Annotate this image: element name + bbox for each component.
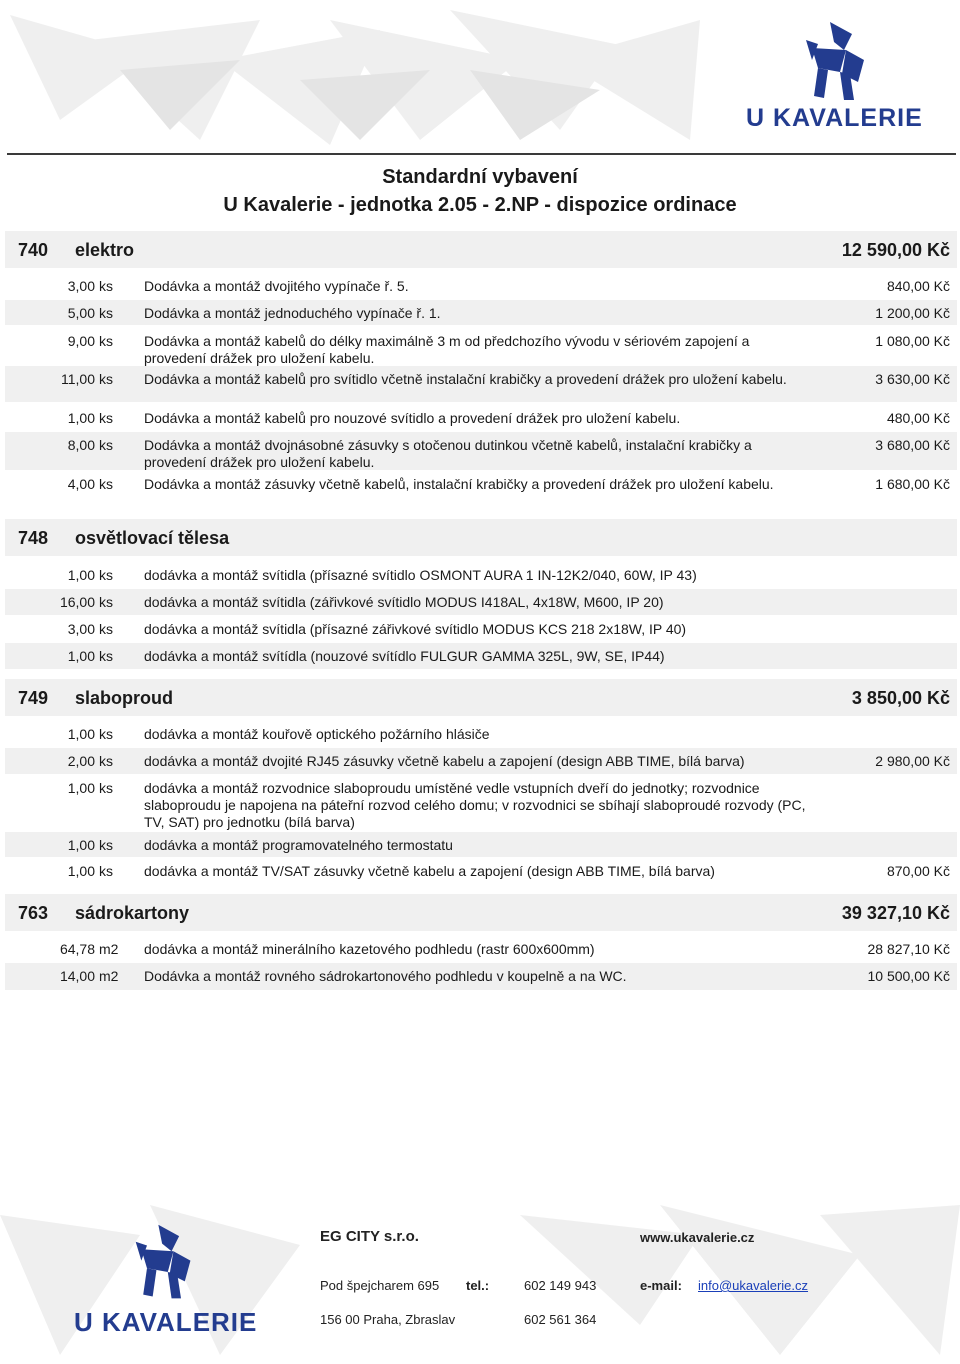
- item-unit: ks: [99, 648, 113, 664]
- horse-logo-icon: [800, 20, 872, 105]
- item-qty: 1,00: [67, 648, 95, 664]
- item-price: 3 630,00 Kč: [875, 371, 950, 387]
- item-unit: ks: [99, 410, 113, 426]
- item-desc: dodávka a montáž minerálního kazetového podhledu (rastr 600x600mm): [144, 941, 595, 957]
- item-desc: Dodávka a montáž dvojitého vypínače ř. 5.: [144, 278, 409, 294]
- item-qty: 1,00: [67, 567, 95, 583]
- item-desc: dodávka a montáž rozvodnice slaboproudu umístěné vedle vstupních dveří do jednotky; rozvodnice slaboproudu je napojena na páteřní rozvod celého domu; v rozvodnici se sbíhají slaboproudé rozvody (PC, TV, SAT) pro jednotku (bílá barva): [144, 780, 806, 830]
- tel-primary: 602 149 943: [524, 1278, 597, 1293]
- item-unit: ks: [99, 305, 113, 321]
- item-unit: ks: [99, 863, 113, 879]
- item-price: 870,00 Kč: [886, 863, 950, 879]
- item-desc: dodávka a montáž kouřově optického požárního hlásiče: [144, 726, 490, 742]
- email-link[interactable]: info@ukavalerie.cz: [698, 1278, 809, 1293]
- item-row: [5, 748, 957, 774]
- item-desc: Dodávka a montáž zásuvky včetně kabelů, instalační krabičky a provedení drážek pro uložení kabelu.: [144, 476, 774, 492]
- item-price: 1 080,00 Kč: [875, 333, 950, 349]
- item-row: [5, 328, 957, 364]
- email-label: e-mail:: [640, 1278, 682, 1293]
- item-unit: ks: [99, 621, 113, 637]
- item-row: [5, 432, 957, 470]
- item-unit: ks: [99, 780, 113, 796]
- item-row: [5, 366, 957, 402]
- item-price: 480,00 Kč: [886, 410, 950, 426]
- item-desc: Dodávka a montáž dvojnásobné zásuvky s otočenou dutinkou včetně kabelů, instalační krabičky a provedení drážek pro uložení kabelu.: [144, 437, 752, 470]
- item-qty: 3,00: [67, 278, 95, 294]
- item-unit: ks: [99, 837, 113, 853]
- item-unit: ks: [99, 437, 113, 453]
- item-desc: dodávka a montáž svítidla (přísazné zářivkové svítidlo MODUS KCS 218 2x18W, IP 40): [144, 621, 687, 637]
- item-qty: 1,00: [67, 837, 95, 853]
- item-price: 1 200,00 Kč: [875, 305, 950, 321]
- item-desc: Dodávka a montáž rovného sádrokartonového podhledu v koupelně a na WC.: [144, 968, 627, 984]
- item-row: [5, 721, 957, 747]
- item-qty: 4,00: [67, 476, 95, 492]
- item-row: [5, 643, 957, 669]
- item-row: [5, 963, 957, 990]
- item-desc: dodávka a montáž TV/SAT zásuvky včetně kabelu a zapojení (design ABB TIME, bílá barva): [144, 863, 715, 879]
- item-row: [5, 936, 957, 962]
- item-unit: ks: [99, 567, 113, 583]
- website-link[interactable]: www.ukavalerie.cz: [640, 1230, 755, 1245]
- tel-secondary: 602 561 364: [524, 1312, 597, 1327]
- item-price: 10 500,00 Kč: [867, 968, 950, 984]
- section-header-763: [5, 894, 957, 931]
- item-row: [5, 273, 957, 297]
- section-name: slaboproud: [75, 688, 173, 708]
- item-qty: 1,00: [67, 780, 95, 796]
- section-name: sádrokartony: [75, 903, 190, 923]
- section-code: 763: [18, 903, 49, 923]
- item-unit: m2: [99, 941, 119, 957]
- item-desc: dodávka a montáž dvojité RJ45 zásuvky včetně kabelu a zapojení (design ABB TIME, bílá barva): [144, 753, 745, 769]
- horse-logo-icon: [130, 1222, 198, 1304]
- brand-logo-text: U KAVALERIE: [746, 104, 923, 132]
- item-qty: 1,00: [67, 410, 95, 426]
- item-qty: 64,78: [59, 941, 95, 957]
- item-unit: ks: [99, 476, 113, 492]
- item-qty: 14,00: [59, 968, 95, 984]
- item-unit: ks: [99, 333, 113, 349]
- item-row: [5, 858, 957, 884]
- section-header-748: [5, 519, 957, 556]
- item-row: [5, 775, 957, 831]
- item-desc: dodávka a montáž svítídla (nouzové svítídlo FULGUR GAMMA 325L, 9W, SE, IP44): [144, 648, 665, 664]
- company-name: EG CITY s.r.o.: [320, 1228, 419, 1245]
- tel-label: tel.:: [466, 1278, 490, 1293]
- item-row: [5, 589, 957, 615]
- section-code: 749: [18, 688, 49, 708]
- item-desc: dodávka a montáž svítidla (přísazné svítidlo OSMONT AURA 1 IN-12K2/040, 60W, IP 43): [144, 567, 697, 583]
- item-qty: 8,00: [67, 437, 95, 453]
- item-price: 28 827,10 Kč: [867, 941, 950, 957]
- section-header-740: [5, 231, 957, 268]
- item-qty: 2,00: [67, 753, 95, 769]
- item-row: [5, 405, 957, 431]
- item-price: 2 980,00 Kč: [875, 753, 950, 769]
- section-name: osvětlovací tělesa: [75, 528, 230, 548]
- item-unit: ks: [99, 753, 113, 769]
- item-unit: m2: [99, 968, 119, 984]
- item-desc: Dodávka a montáž kabelů do délky maximálně 3 m od předchozího vývodu v sériovém zapojení a provedení drážek pro uložení kabelu.: [144, 333, 750, 366]
- item-desc: dodávka a montáž svítidla (zářivkové svítidlo MODUS I418AL, 4x18W, M600, IP 20): [144, 594, 664, 610]
- item-price: 1 680,00 Kč: [875, 476, 950, 492]
- item-price: 3 680,00 Kč: [875, 437, 950, 453]
- item-qty: 5,00: [67, 305, 95, 321]
- item-row: [5, 300, 957, 325]
- item-row: [5, 616, 957, 642]
- address-street: Pod špejcharem 695: [320, 1278, 440, 1293]
- section-name: elektro: [75, 240, 135, 260]
- item-unit: ks: [99, 594, 113, 610]
- section-header-749: [5, 679, 957, 716]
- item-unit: ks: [99, 371, 113, 387]
- section-total: 12 590,00 Kč: [841, 240, 950, 260]
- item-desc: dodávka a montáž programovatelného termostatu: [144, 837, 453, 853]
- item-row: [5, 562, 957, 588]
- item-unit: ks: [99, 278, 113, 294]
- document-title: Standardní vybavení: [382, 166, 578, 188]
- footer-logo-text: U KAVALERIE: [74, 1307, 258, 1337]
- item-row: [5, 832, 957, 857]
- item-qty: 1,00: [67, 726, 95, 742]
- item-qty: 11,00: [61, 371, 95, 387]
- item-unit: ks: [99, 726, 113, 742]
- header-rule: [7, 153, 956, 155]
- item-desc: Dodávka a montáž kabelů pro nouzové svítidlo a provedení drážek pro uložení kabelu.: [144, 410, 681, 426]
- item-qty: 3,00: [67, 621, 95, 637]
- item-qty: 9,00: [67, 333, 95, 349]
- item-desc: Dodávka a montáž kabelů pro svítidlo včetně instalační krabičky a provedení drážek pro uložení kabelu.: [144, 371, 787, 387]
- section-code: 740: [18, 240, 49, 260]
- item-qty: 16,00: [59, 594, 95, 610]
- address-city: 156 00 Praha, Zbraslav: [320, 1312, 456, 1327]
- section-total: 3 850,00 Kč: [851, 688, 950, 708]
- section-code: 748: [18, 528, 49, 548]
- item-qty: 1,00: [67, 863, 95, 879]
- item-desc: Dodávka a montáž jednoduchého vypínače ř. 1.: [144, 305, 441, 321]
- section-total: 39 327,10 Kč: [841, 903, 950, 923]
- item-row: [5, 471, 957, 511]
- item-price: 840,00 Kč: [886, 278, 950, 294]
- document-subtitle: U Kavalerie - jednotka 2.05 - 2.NP - dispozice ordinace: [223, 194, 737, 216]
